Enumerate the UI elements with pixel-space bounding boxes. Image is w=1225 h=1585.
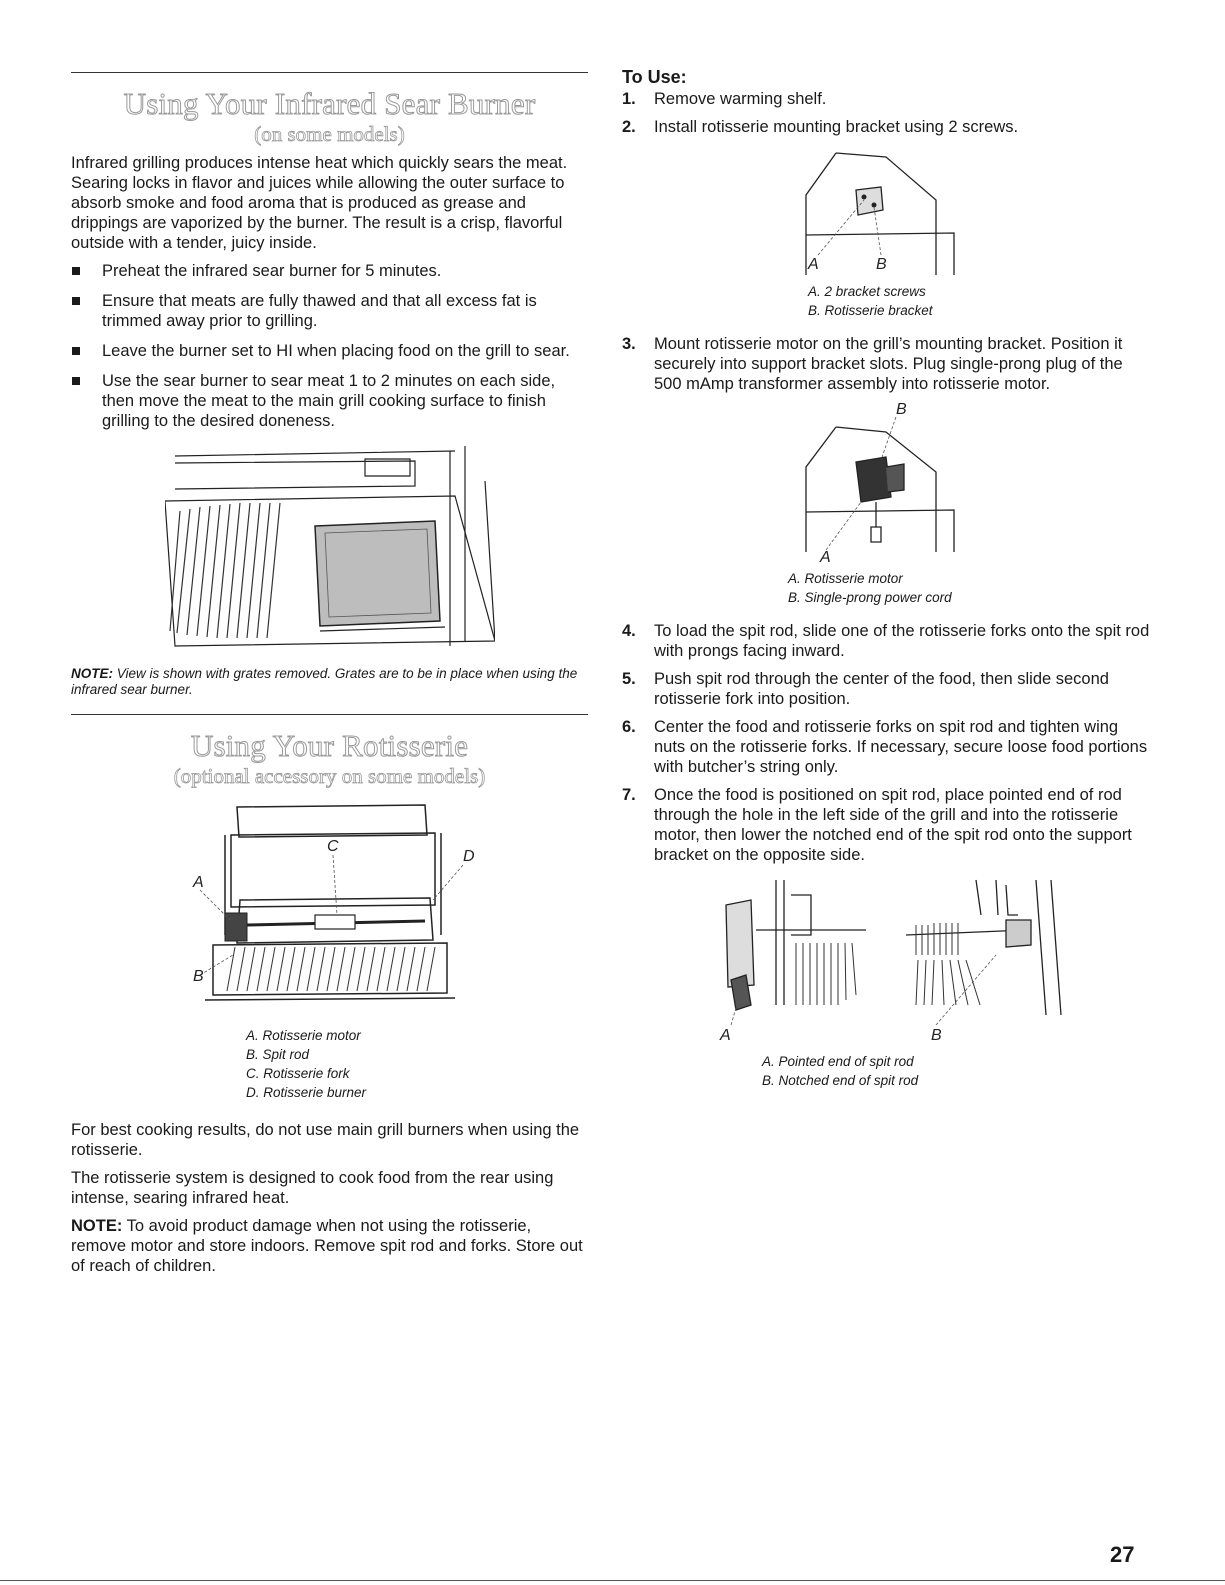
bottom-rule [0, 1580, 1225, 1581]
bracket-illustration [786, 145, 986, 280]
rotisserie-para-1: For best cooking results, do not use main grill burners when using the rotisserie. [71, 1121, 580, 1159]
list-item: 5. Push spit rod through the center of the food, then slide second rotisserie fork into position. [622, 670, 1109, 708]
rotisserie-section-title: Using Your Rotisserie [190, 728, 469, 763]
list-item: 2. Install rotisserie mounting bracket using 2 screws. [622, 118, 1019, 136]
bullet-square-icon [72, 297, 80, 305]
rotisserie-note: NOTE: To avoid product damage when not using the rotisserie, remove motor and store indoors. Remove spit rod and forks. Store out of reach of children. [71, 1217, 583, 1275]
bullet-square-icon [72, 347, 80, 355]
figure-label-a: A [192, 874, 204, 891]
list-item: 3. Mount rotisserie motor on the grill’s mounting bracket. Position it securely into support bracket slots. Plug single-prong plug of the 500 mAmp transformer assembly into rotisserie motor. [622, 335, 1123, 393]
figure-label-b: B [931, 1027, 942, 1044]
motor-mount-illustration [786, 402, 986, 567]
rotisserie-para-2: The rotisserie system is designed to cook food from the rear using intense, searing infrared heat. [71, 1169, 554, 1207]
section-rule [71, 714, 588, 715]
left-column [71, 72, 588, 1284]
list-item: Preheat the infrared sear burner for 5 minutes. [71, 261, 588, 281]
to-use-heading: To Use: [622, 67, 687, 87]
infrared-section-subtitle: (on some models) [254, 122, 405, 146]
figure-label-b: B [192, 968, 204, 985]
list-item: 1. Remove warming shelf. [622, 90, 827, 108]
page-number: 27 [1110, 1542, 1135, 1567]
list-item: 7. Once the food is positioned on spit rod, place pointed end of rod through the hole in the left side of the grill and into the rotisserie motor, then lower the notched end of the spit rod onto the support bracket on the opposite side. [622, 786, 1132, 864]
rotisserie-section-subtitle: (optional accessory on some models) [173, 764, 486, 788]
infrared-note: NOTE: View is shown with grates removed. Grates are to be in place when using the infrared sear burner. [71, 666, 578, 697]
rotisserie-grill-illustration [165, 795, 495, 1020]
sear-burner-illustration [165, 441, 495, 656]
list-item: Ensure that meats are fully thawed and that all excess fat is trimmed away prior to grilling. [71, 291, 588, 331]
figure-label-b: B [876, 256, 887, 273]
figure-label-b: B [896, 402, 907, 418]
infrared-bullet-list [71, 261, 588, 431]
bullet-square-icon [72, 377, 80, 385]
list-item: Use the sear burner to sear meat 1 to 2 minutes on each side, then move the meat to the main grill cooking surface to finish grilling to the desired doneness. [71, 371, 588, 431]
figure-label-a: A [808, 256, 819, 273]
section-rule [71, 72, 588, 73]
bullet-square-icon [72, 267, 80, 275]
spit-rod-figure-caption: A. Pointed end of spit rod B. Notched end of spit rod [762, 1054, 919, 1088]
list-item: 4. To load the spit rod, slide one of the rotisserie forks onto the spit rod with prongs facing inward. [622, 622, 1150, 660]
figure-label-a: A [720, 1027, 731, 1044]
figure-label-a: A [820, 549, 831, 566]
motor-figure-caption: A. Rotisserie motor B. Single-prong power cord [788, 571, 952, 605]
figure-label-c: C [326, 838, 339, 855]
right-column [622, 66, 1150, 1090]
to-use-steps [622, 89, 1150, 137]
infrared-section-title: Using Your Infrared Sear Burner [123, 86, 536, 121]
rotisserie-figure-caption: A. Rotisserie motor B. Spit rod C. Rotisserie fork D. Rotisserie burner [246, 1028, 367, 1100]
list-item: Leave the burner set to HI when placing food on the grill to sear. [71, 341, 588, 361]
list-item: 6. Center the food and rotisserie forks on spit rod and tighten wing nuts on the rotisserie forks. If necessary, secure loose food portions with butcher’s string only. [622, 718, 1148, 776]
bracket-figure-caption: A. 2 bracket screws B. Rotisserie bracket [808, 284, 933, 318]
figure-label-d: D [462, 848, 475, 865]
infrared-intro: Infrared grilling produces intense heat which quickly sears the meat. Searing locks in flavor and juices while allowing the outer surface to absorb smoke and food aroma that is produced as grease and drippings are vaporized by the burner. The result is a crisp, flavorful outside with a tender, juicy inside. [71, 154, 568, 252]
spit-rod-ends-illustration [706, 875, 1066, 1050]
